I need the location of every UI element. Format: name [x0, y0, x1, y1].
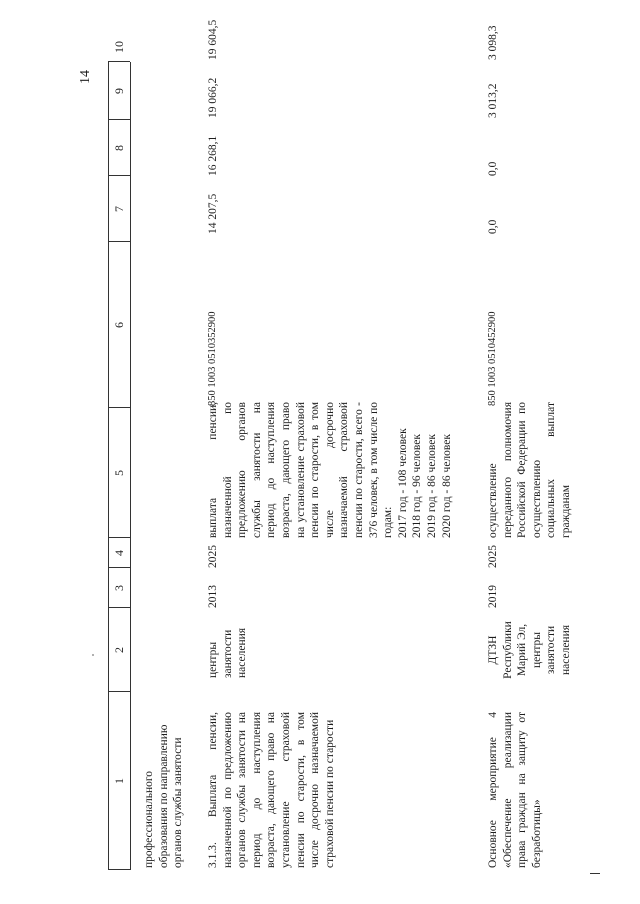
row-1-col9-value: 19 066,2: [207, 77, 219, 118]
header-top-border: [108, 62, 109, 870]
column-number: 5: [112, 470, 126, 476]
continuation-text: профессионального образования по направлению органов службы занятости: [143, 724, 185, 868]
scan-speck: [92, 654, 94, 656]
row-2-col7-value: 0,0: [487, 219, 499, 234]
row-1-activity: 3.1.3. Выплата пенсии, назначенной по предложению органов службы занятости на период до наступления возраста, дающего право на установление страховой пенсии по старости, в том числе досрочно назначаемой страховой пенсии по старости: [207, 712, 336, 868]
row-1-year-2017: 2017 год - 108 человек: [396, 428, 409, 538]
header-bottom-border: [130, 62, 131, 870]
row-2-executor: ДТЗН Республики Марий Эл, центры занятости населения: [487, 621, 572, 679]
column-number: 1: [112, 778, 126, 784]
column-number: 7: [112, 206, 126, 212]
scan-margin-tick: [590, 873, 600, 874]
row-2-col8-value: 0,0: [487, 161, 499, 176]
row-2-start-year: 2019: [487, 585, 499, 608]
row-1-result: [206, 402, 454, 538]
row-1-executor: центры занятости населения: [207, 627, 249, 678]
row-1-col8-value: 16 268,1: [207, 135, 219, 176]
row-1-result-text: выплата пенсии, назначенной по предложению органов службы занятости на период до наступления возраста, дающего право на установление страховой пенсии по старости, в том числе досрочно назначаемой страховой пенсии по старости, всего - 376 человек, в том числе по годам:: [207, 402, 395, 538]
row-2-budget-code: 850 1003 0510452900: [487, 311, 498, 406]
row-1-year-2020: 2020 год - 86 человек: [440, 434, 453, 538]
column-number: 10: [112, 41, 126, 53]
column-number: 3: [112, 585, 126, 591]
row-1-col10-value: 19 604,5: [207, 19, 219, 60]
column-number: 4: [112, 550, 126, 556]
row-1-year-2018: 2018 год - 96 человек: [411, 434, 424, 538]
row-2-result: осуществление переданного полномочия Российской Федерации по осуществлению социальных выплат гражданам: [487, 402, 572, 538]
row-1-col7-value: 14 207,5: [207, 193, 219, 234]
column-number: 6: [112, 322, 126, 328]
page-number: 14: [78, 70, 93, 84]
row-1-year-2019: 2019 год - 86 человек: [425, 434, 438, 538]
row-1-end-year: 2025: [207, 545, 219, 568]
column-number: 9: [112, 88, 126, 94]
row-2-col10-value: 3 098,3: [487, 25, 499, 60]
row-1-budget-code: 850 1003 0510352900: [207, 311, 218, 406]
column-number: 8: [112, 145, 126, 151]
row-2-end-year: 2025: [487, 545, 499, 568]
row-1-start-year: 2013: [207, 585, 219, 608]
column-number: 2: [112, 647, 126, 653]
row-2-activity: Основное мероприятие 4 «Обеспечение реализации права граждан на защиту от безработицы»: [487, 712, 543, 868]
row-2-col9-value: 3 013,2: [487, 83, 499, 118]
